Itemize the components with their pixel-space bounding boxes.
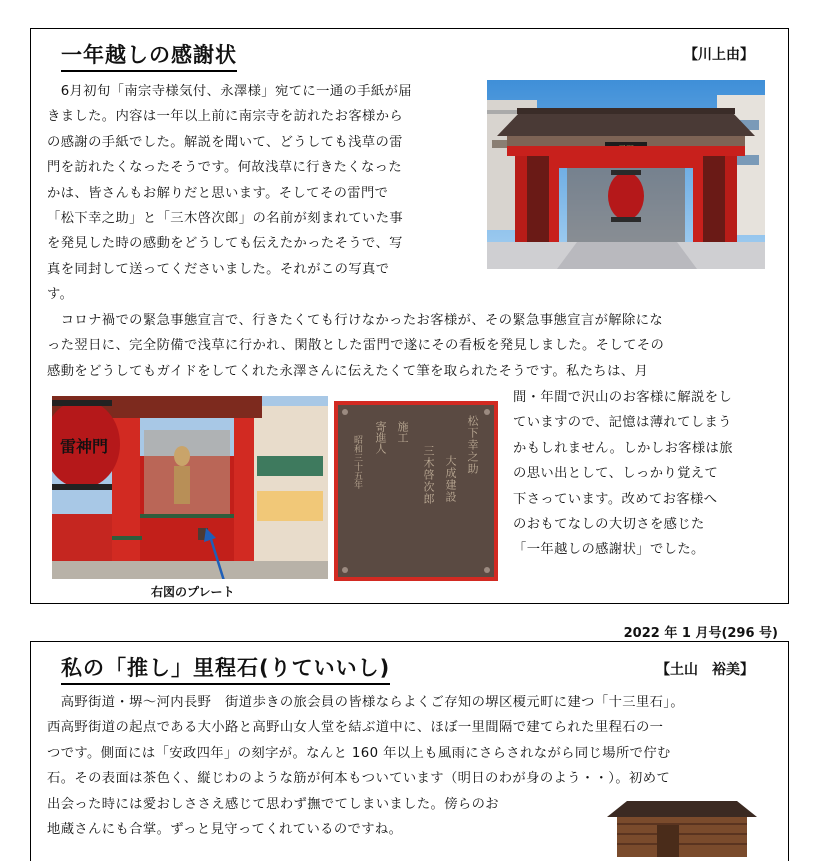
text-line: った翌日に、完全防備で浅草に行かれ、閑散とした雷門で遂にその看板を発見しました。そしてその	[47, 338, 665, 354]
article-author: 【川上由】	[684, 47, 754, 63]
text-line: 間・年間で沢山のお客様に解説をし	[513, 390, 733, 405]
lantern-text: 雷神門	[59, 437, 109, 456]
pillar-illustration	[52, 396, 328, 579]
storehouse-illustration	[597, 797, 767, 857]
text-line: ていますので、記憶は薄れてしまう	[513, 415, 732, 431]
text-line: 出会った時には愛おしささえ感じて思わず撫でてしまいました。傍らのお	[47, 796, 499, 812]
text-line: 下さっています。改めてお客様へ	[513, 491, 718, 507]
kaminarimon-gate-photo	[487, 80, 765, 269]
article-paragraph-1	[47, 79, 412, 308]
article-milestone-stone	[30, 641, 789, 861]
text-line: コロナ禍での緊急事態宣言で、行きたくても行けなかったお客様が、その緊急事態宣言が解除にな	[47, 313, 664, 328]
plate-text-donor: 三木啓次郎	[422, 445, 435, 505]
article-title: 私の「推し」里程石(りていいし)	[61, 652, 390, 685]
text-line: 高野街道・堺～河内長野 街道歩きの旅会員の皆様ならよくご存知の堺区榎元町に建つ「十三里石」。	[47, 695, 685, 710]
text-line: きました。内容は一年以上前に南宗寺を訪れたお客様から	[47, 109, 404, 125]
article-paragraph-2	[47, 308, 664, 384]
text-line: 門を訪れたくなったそうです。何故浅草に行きたくなった	[47, 160, 403, 176]
article-thank-you-letter	[30, 28, 789, 604]
text-line: す。	[47, 287, 74, 303]
text-line: の感謝の手紙でした。解説を聞いて、どうしても浅草の雷	[47, 134, 403, 150]
plate-surface	[338, 405, 494, 577]
photo-caption: 右図のプレート	[151, 585, 235, 599]
text-line: 真を同封して送ってくださいました。それがこの写真で	[47, 261, 390, 277]
issue-label: 2022 年 1 月号(296 号)	[623, 626, 778, 641]
text-line: かもしれません。しかしお客様は旅	[513, 440, 733, 456]
plate-text-donor-label: 寄進人	[374, 421, 387, 454]
article-title: 一年越しの感謝状	[61, 39, 237, 72]
rivet-icon	[342, 567, 348, 573]
article-author: 【土山 裕美】	[656, 662, 754, 678]
storehouse-photo	[597, 797, 767, 857]
plate-text-company: 大成建設	[444, 455, 457, 503]
rivet-icon	[484, 567, 490, 573]
text-line: つです。側面には「安政四年」の刻字が。なんと 160 年以上も風雨にさらされながら同じ場所で佇む	[47, 745, 671, 761]
text-line: のおもてなしの大切さを感じた	[513, 516, 705, 532]
text-line: 石。その表面は茶色く、縦じわのような筋が何本もついています（明日のわが身のよう・・）。初めて	[47, 771, 671, 787]
rivet-icon	[342, 409, 348, 415]
text-line: の思い出として、しっかり覚えて	[513, 466, 719, 482]
bronze-plate-photo	[334, 401, 498, 581]
rivet-icon	[484, 409, 490, 415]
text-line: 「松下幸之助」と「三木啓次郎」の名前が刻まれていた事	[47, 210, 404, 226]
plate-text-construction: 施工	[396, 421, 409, 443]
gate-illustration	[487, 80, 765, 269]
text-line: 6月初旬「南宗寺様気付、永澤様」宛てに一通の手紙が届	[47, 84, 412, 99]
gate-pillar-photo	[52, 396, 328, 579]
article-paragraph	[47, 690, 684, 842]
text-line: 地蔵さんにも合掌。ずっと見守ってくれているのですね。	[47, 821, 403, 837]
plate-text-name: 松下幸之助	[466, 415, 479, 475]
text-line: かは、皆さんもお解りだと思います。そしてその雷門で	[47, 185, 389, 201]
text-line: 感動をどうしてもガイドをしてくれた永澤さんに伝えたくて筆を取られたそうです。私たちは、月	[47, 363, 649, 379]
article-paragraph-3	[513, 385, 733, 563]
text-line: 「一年越しの感謝状」でした。	[513, 542, 705, 558]
text-line: 西高野街道の起点である大小路と高野山女人堂を結ぶ道中に、ほぼ一里間隔で建てられた里程石の一	[47, 720, 664, 736]
text-line: を発見した時の感動をどうしても伝えたかったそうで、写	[47, 236, 403, 252]
plate-text-date: 昭和三十五年	[352, 435, 362, 489]
